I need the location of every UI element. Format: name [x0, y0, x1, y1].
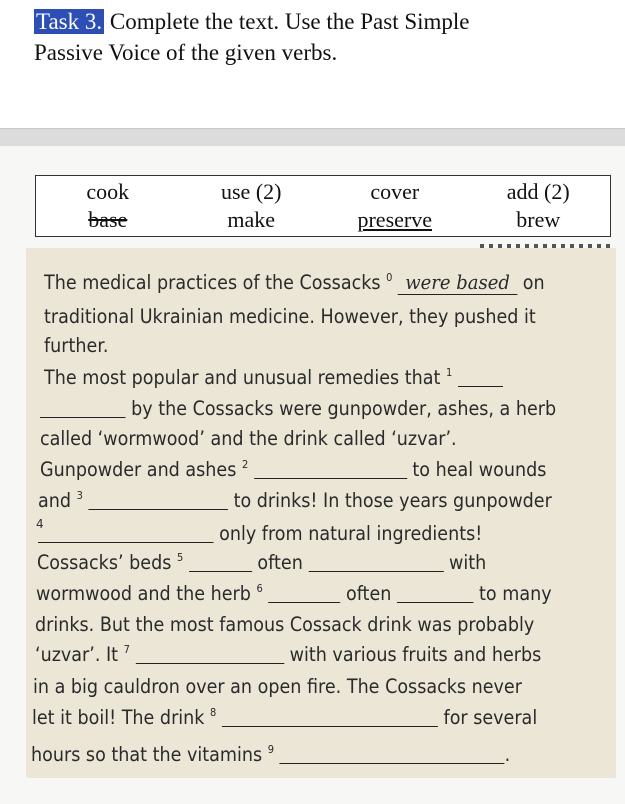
gap-4-blank: [38, 524, 214, 543]
gap-number: 1: [445, 366, 453, 379]
gap-3-blank: [88, 491, 228, 510]
text-line-10: Cossacks’ beds $^5$ often with: [37, 551, 487, 574]
gap-6-blank-a: [268, 584, 340, 603]
instruction-line-2: Passive Voice of the given verbs.: [34, 40, 338, 65]
gap-5-blank-b: [308, 553, 443, 572]
verb-add: add (2): [506, 179, 570, 204]
text-line-16: hours so that the vitamins $^9$ .: [31, 743, 511, 766]
text-line-11: wormwood and the herb $^6$ often to many: [36, 582, 552, 605]
text-line-14: in a big cauldron over an open fire. The Cossacks never: [33, 675, 522, 698]
verb-make: make: [227, 207, 276, 232]
gap-number: 2: [241, 458, 249, 471]
gap-number: 6: [256, 582, 263, 595]
task-instructions: [34, 6, 614, 68]
gap-2-blank: [254, 460, 407, 479]
word-column: [36, 176, 180, 236]
verb-base: base: [88, 207, 128, 232]
gap-number: 0: [386, 271, 393, 284]
verb-brew: brew: [516, 207, 561, 232]
word-box: [35, 175, 611, 237]
gap-1-blank-continued: [40, 399, 126, 418]
word-column: [323, 176, 467, 236]
verb-use: use (2): [221, 179, 282, 204]
text-line-15: let it boil! The drink $^8$ for several: [32, 706, 538, 729]
example-answer: were based: [398, 270, 517, 295]
text-line-9: only from natural ingredients!: [38, 522, 482, 545]
text-line-5: by the Cossacks were gunpowder, ashes, a herb: [40, 397, 556, 420]
gap-number: 9: [267, 743, 274, 756]
gap-number: 7: [123, 643, 130, 656]
instruction-line-1: Complete the text. Use the Past Simple: [109, 9, 470, 34]
gap-5-blank-a: [189, 553, 252, 572]
gap-6-blank-b: [397, 584, 474, 603]
text-line-3: further.: [44, 334, 109, 357]
task-label: Task 3.: [36, 9, 103, 34]
text-line-12: drinks. But the most famous Cossack drink was probably: [35, 613, 535, 636]
separator-band: [0, 128, 625, 147]
gap-number: 4: [36, 517, 44, 531]
verb-cover: cover: [370, 179, 420, 204]
gap-1-blank: [458, 368, 503, 387]
verb-preserve: preserve: [357, 207, 432, 232]
text-line-1: The medical practices of the Cossacks $^0$ were based on: [44, 270, 545, 294]
gap-number: 8: [210, 706, 217, 719]
verb-cook: cook: [86, 179, 130, 204]
text-line-2: traditional Ukrainian medicine. However, they pushed it: [44, 305, 536, 328]
word-column: [467, 176, 611, 236]
gap-number: 3: [76, 489, 83, 502]
text-line-8: and $^3$ to drinks! In those years gunpowder: [38, 489, 552, 512]
gap-9-blank: [280, 745, 505, 764]
text-line-13: ‘uzvar’. It $^7$ with various fruits and herbs: [35, 643, 542, 666]
text-line-6: called ‘wormwood’ and the drink called ‘uzvar’.: [40, 427, 457, 450]
text-line-7: Gunpowder and ashes $^2$ to heal wounds: [40, 458, 547, 481]
gap-number: 5: [176, 551, 184, 564]
gap-7-blank: [136, 645, 285, 664]
gap-8-blank: [222, 708, 438, 727]
word-column: [180, 176, 324, 236]
text-line-4: The most popular and unusual remedies that $^1$: [44, 366, 503, 389]
